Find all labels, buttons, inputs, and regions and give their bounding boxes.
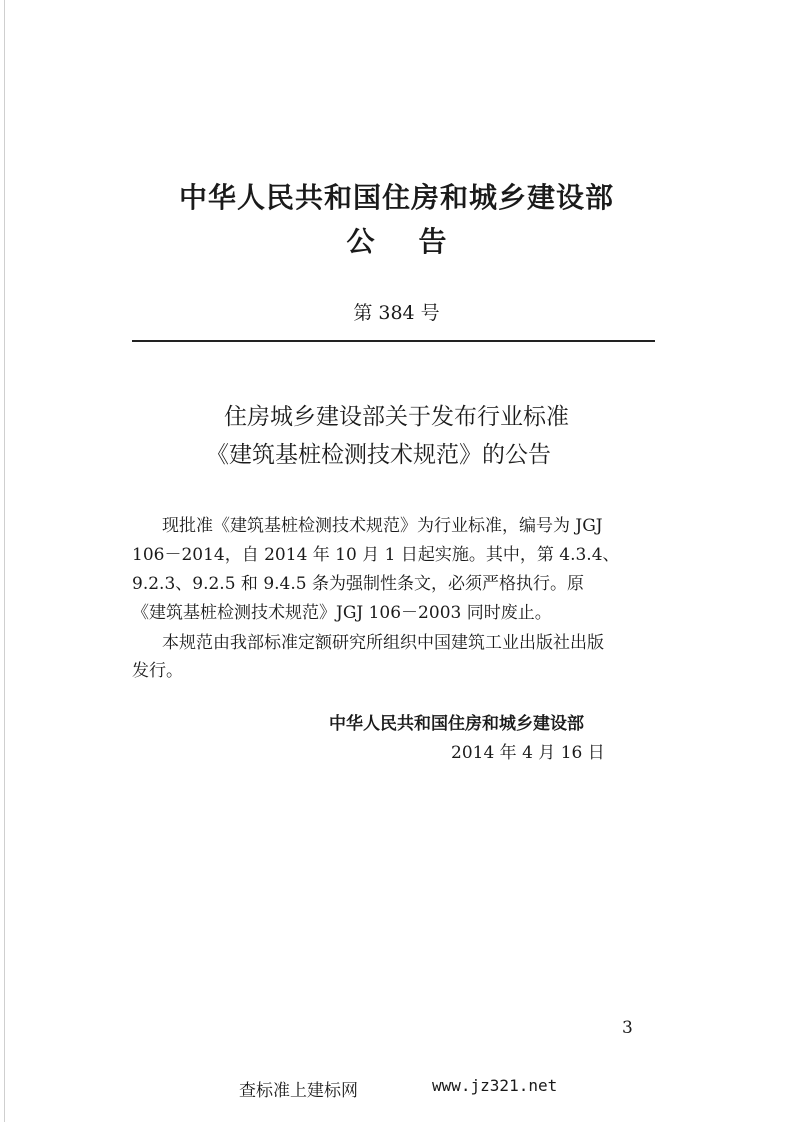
notice-heading: 公告 (346, 225, 491, 258)
body-line: 发行。 (132, 661, 183, 681)
issue-number: 第 384 号 (353, 302, 440, 324)
body-line: 《建筑基桩检测技术规范》JGJ 106－2003 同时废止。 (132, 603, 552, 623)
issuing-organization-title: 中华人民共和国住房和城乡建设部 (178, 181, 614, 214)
body-line: 现批准《建筑基桩检测技术规范》为行业标准，编号为 JGJ (162, 516, 603, 536)
footer-url: www.jz321.net (432, 1076, 558, 1095)
page-edge-line (4, 0, 5, 1122)
page-number: 3 (622, 1018, 633, 1038)
body-line: 9.2.3、9.2.5 和 9.4.5 条为强制性条文，必须严格执行。原 (132, 574, 584, 594)
body-line: 本规范由我部标准定额研究所组织中国建筑工业出版社出版 (162, 633, 604, 653)
signature-organization: 中华人民共和国住房和城乡建设部 (329, 714, 584, 734)
footer-site-name: 查标准上建标网 (239, 1081, 358, 1101)
header-divider (132, 340, 655, 342)
document-title-line-2: 《建筑基桩检测技术规范》的公告 (206, 442, 551, 468)
body-line: 106－2014，自 2014 年 10 月 1 日起实施。其中，第 4.3.4、 (132, 545, 620, 565)
signature-date: 2014 年 4 月 16 日 (451, 743, 605, 763)
document-title-line-1: 住房城乡建设部关于发布行业标准 (224, 404, 569, 430)
